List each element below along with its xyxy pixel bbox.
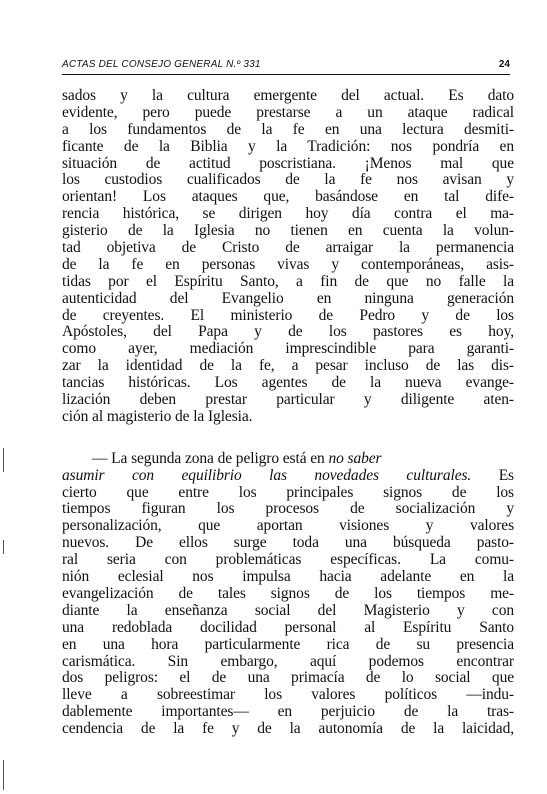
text-line: cierto que entre los principales signos de los <box>62 483 514 501</box>
text-line <box>62 451 514 468</box>
text-line: a los fundamentos de la fe en una lectura desmiti- <box>62 120 514 138</box>
emphasis: no saber <box>328 449 382 467</box>
text-line: orientan! Los ataques que, basándose en tal dife- <box>62 188 514 206</box>
text-line: carismática. Sin embargo, aquí podemos encontrar <box>62 652 514 670</box>
text-line: tiempos figuran los procesos de socialización y <box>62 500 514 518</box>
text-line: diante la enseñanza social del Magisterio y con <box>62 601 514 619</box>
text-line: los custodios cualificados de la fe nos avisan y <box>62 171 514 189</box>
text-line: dos peligros: el de una primacía de lo social que <box>62 669 514 687</box>
paragraph <box>62 451 514 738</box>
text-line: zar la identidad de la fe, a pesar incluso de las dis- <box>62 357 514 375</box>
text-line: evidente, pero puede prestarse a un ataque radical <box>62 103 514 121</box>
journal-title: ACTAS DEL CONSEJO GENERAL N.º 331 <box>62 59 261 70</box>
text-line: evangelización de tales signos de los tiempos me- <box>62 584 514 602</box>
text-line: ficante de la Biblia y la Tradición: nos pondría en <box>62 137 514 155</box>
text-line: de la fe en personas vivas y contemporáneas, asis- <box>62 255 514 273</box>
text-line: autenticidad del Evangelio en ninguna generación <box>62 289 514 307</box>
margin-mark <box>3 448 4 472</box>
text-line: gisterio de la Iglesia no tienen en cuenta la volun- <box>62 222 514 240</box>
page-body <box>62 88 514 738</box>
text-line: de creyentes. El ministerio de Pedro y de los <box>62 306 514 324</box>
text-line: tad objetiva de Cristo de arraigar la permanencia <box>62 239 514 257</box>
text-line: dablemente importantes— en perjuicio de la tras- <box>62 703 514 721</box>
margin-mark <box>3 540 4 554</box>
text-line: en una hora particularmente rica de su presencia <box>62 635 514 653</box>
margin-mark <box>3 760 4 790</box>
text-line: ral seria con problemáticas específicas. La comu- <box>62 551 514 569</box>
emphasis: asumir con equilibrio las novedades culturales. <box>62 466 472 484</box>
text-line: una redoblada docilidad personal al Espíritu Santo <box>62 618 514 636</box>
text-line: como ayer, mediación imprescindible para garanti- <box>62 340 514 358</box>
text-line: tancias históricas. Los agentes de la nueva evange- <box>62 374 514 392</box>
text-line: sados y la cultura emergente del actual. Es dato <box>62 87 514 104</box>
paragraph-lead: — La segunda zona de peligro está en <box>92 449 329 467</box>
paragraph <box>62 88 514 426</box>
text-line: lización deben prestar particular y diligente aten- <box>62 391 514 409</box>
text-line: situación de actitud poscristiana. ¡Menos mal que <box>62 154 514 172</box>
text-line: personalización, que aportan visiones y valores <box>62 517 514 535</box>
text-line <box>62 468 514 485</box>
running-header <box>62 58 510 75</box>
text-line: lleve a sobreestimar los valores políticos —indu- <box>62 686 514 704</box>
page-number: 24 <box>498 59 510 70</box>
text-line: nuevos. De ellos surge toda una búsqueda pasto- <box>62 534 514 552</box>
text-line: ción al magisterio de la Iglesia. <box>62 407 253 425</box>
text-line: tidas por el Espíritu Santo, a fin de que no falle la <box>62 272 514 290</box>
text-line: rencia histórica, se dirigen hoy día contra el ma- <box>62 205 514 223</box>
text-fragment: Es <box>471 466 514 484</box>
text-line: nión eclesial nos impulsa hacia adelante en la <box>62 568 514 586</box>
text-line: Apóstoles, del Papa y de los pastores es hoy, <box>62 323 514 341</box>
text-line: cendencia de la fe y de la autonomía de la laicidad, <box>62 720 514 738</box>
